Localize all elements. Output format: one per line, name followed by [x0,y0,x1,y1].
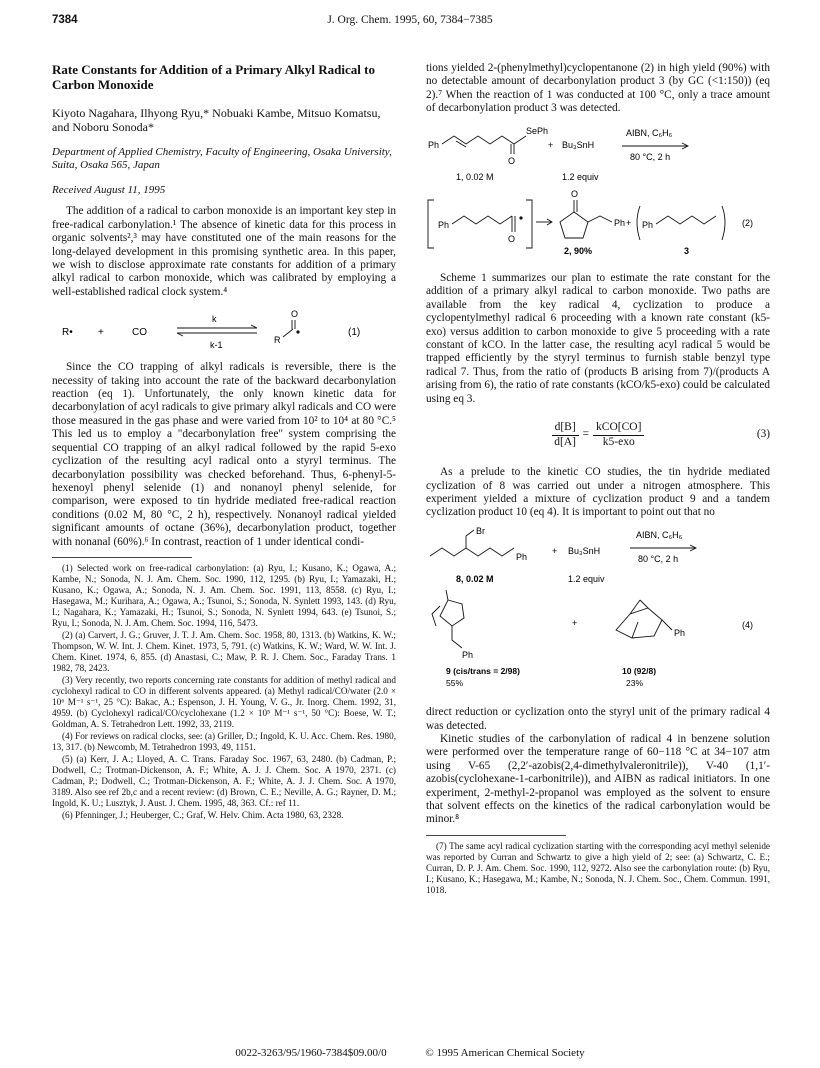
equation-4-graphic [426,526,770,696]
footnote-6: (6) Pfenninger, J.; Heuberger, C.; Graf, W. Helv. Chim. Acta 1980, 63, 2328. [62,809,344,820]
eq2-ph-product: Ph [614,217,626,228]
paragraph-prelude: As a prelude to the kinetic CO studies, the tin hydride mediated cyclization of 8 was carried out under a nitrogen atmosphere. This experiment yielded a mixture of cyclization product 9 and a tandem cyclization product 10 (eq 4). It is important to point out that no [426,466,770,519]
equation-2-graphic [426,122,770,262]
eq2-ph-product-3: Ph [642,219,654,230]
eq2-plus-2: + [626,217,632,228]
eq4-label-9: 9 (cis/trans = 2/98) [446,665,520,676]
eq1-k-reverse: k-1 [210,340,223,351]
paragraph-direct-reduction: direct reduction or cyclization onto the styryl unit of the primary radical 4 was detected. [426,706,770,732]
paragraph-continuation: tions yielded 2-(phenylmethyl)cyclopentanone (2) in high yield (90%) with no detectable amount of decarbonylation product 3 (by GC (<1:150)) (eq 2).⁷ When the reaction of 1 was conducted at 100 °C, only a trace amount of decarbonylation product 3 was detected. [426,62,770,115]
eq2-ph-left: Ph [428,139,440,150]
paragraph-kinetic-studies: Kinetic studies of the carbonylation of radical 4 in benzene solution were performed over the temperature range of 60−118 °C at 34−107 atm using V-65 (2,2′-azobis(2,4-dimethylvaleronitrile)), V-40 (1,1′-azobis(cyclohexane-1-carbonitrile)), and AIBN as radical initiators. In one experiment, 2-methyl-2-propanol was employed as the solvent to ensure that solvent effects on the kinetics of the radical carbonylation would be minor.⁸ [426,732,770,826]
equation-3 [426,416,770,454]
eq3-rhs [593,421,644,449]
equation-1 [52,305,396,355]
eq1-reactant-co: CO [132,327,147,339]
eq2-conditions-top: AIBN, C₆H₆ [626,127,673,138]
paragraph-intro: The addition of a radical to carbon monoxide is an important key step in free-radical carbonylation.¹ The absence of kinetic data for this process in organic solvents²,³ may have constituted one of the main reasons for the long-delayed development in this promising synthetic area. In this paper, we wish to disclose approximate rate constants for addition of a primary alkyl radical to carbon monoxide, which was calibrated by employing a well-established radical clock system.⁴ [52,205,396,298]
page-number: 7384 [52,14,78,26]
eq1-number: (1) [348,327,361,339]
affiliation: Department of Applied Chemistry, Faculty of Engineering, Osaka University, Suita, Osaka 565, Japan [52,146,392,171]
footnotes-left [52,563,396,821]
eq4-number: (4) [742,619,753,630]
eq2-plus: + [548,139,554,150]
paragraph-decarbonylation: Since the CO trapping of alkyl radicals is reversible, there is the necessity of taking into account the rate of the backward decarbonylation reaction (eq 1). Unfortunately, the only known kinetic data for decarbonylation of acyl radicals to give primary alkyl radicals and CO were those measured in the gas phase and were varied from 10² to 10⁴ at 80 °C.⁵ This led us to employ a "decarbonylation free" system comprising the sequential CO trapping of an alkyl radical followed by the rapid 5-exo cyclization of the resulting acyl radical onto a styryl terminus. The decarbonylation possibility was checked beforehand. Thus, 6-phenyl-5-hexenoyl phenyl selenide (1) and nonanoyl phenyl selenide, for comparison, were exposed to tin hydride mediated free-radical reaction conditions (0.02 M, 80 °C, 2 h), respectively. Nonanoyl radical yielded significant amounts of octane (36%), decarbonylation product, together with nonanal (60%).⁶ In contrast, reaction of 1 under identical condi- [52,361,396,548]
eq1-product-r: R [274,335,281,346]
paragraph-scheme: Scheme 1 summarizes our plan to estimate the rate constant for the addition of a primary alkyl radical to carbon monoxide. Two paths are available from the key radical 4, cyclization to produce a cyclopentylmethyl radical 6 proceeding with a known rate constant (k5-exo) versus addition to carbon monoxide to give 5 proceeding with a rate constant of kCO. In the latter case, the resulting acyl radical 5 would be trapped efficiently by the styryl terminus to furnish stable benzyl type radical 7. Thus, from the ratio of (products B arising from 7)/(products A arising from 6), the ratio of rate constants (kCO/k5-exo) could be calculated using eq 3. [426,272,770,405]
eq1-oxygen: O [291,309,299,320]
eq1-plus: + [98,327,104,339]
eq2-ph-radical: Ph [438,219,450,230]
equation-2 [426,122,770,266]
running-header [52,14,768,30]
footnote-7: (7) The same acyl radical cyclization starting with the corresponding acyl methyl selenide was reported by Curran and Schwartz to give a high yield of 2; see: (a) Schwartz, C. E.; Curran, D. P. J. Am. Chem. Soc. 1990, 112, 9272. Also see the carbonylation route: (b) Ryu, I.; Kusano, K.; Hasegawa, M.; Kambe, N.; Sonoda, N. J. Chem. Soc., Chem. Commun. 1991, 1018. [426,840,770,895]
footnote-rule-right [426,835,566,836]
eq2-label-3: 3 [684,245,690,256]
eq4-ph: Ph [516,551,528,562]
eq4-bromine: Br [476,525,485,536]
footnotes-right [426,841,770,896]
eq3-number: (3) [756,428,770,441]
eq2-label-2: 2, 90% [564,245,593,256]
eq4-equiv: 1.2 equiv [568,573,605,584]
eq1-k-forward: k [212,314,217,325]
page-footer [0,1047,820,1059]
journal-citation: J. Org. Chem. 1995, 60, 7384−7385 [327,14,493,26]
equation-1-graphic [52,305,396,355]
eq4-label-10: 10 (92/8) [622,665,657,676]
eq4-conditions-bottom: 80 °C, 2 h [638,553,679,564]
eq3-lhs-denominator: d[A] [554,435,576,448]
footnote-2: (2) (a) Carvert, J. G.; Gruver, J. T. J. Am. Chem. Soc. 1958, 80, 1313. (b) Watkins, K. W.; Thompson, W. W. Int. J. Chem. Kinet. 1973, 5, 791. (c) Watkins, K. W.; Ward, W. W. Int. J. Chem. Kinet. 1974, 6, 855. (d) Anastasi, C.; Maw, P. R. J. Chem. Soc., Faraday Trans. 1 1982, 78, 2423. [52,629,396,673]
eq4-plus-2: + [572,617,578,628]
eq3-equals: = [582,428,590,441]
footnote-1: (1) Selected work on free-radical carbonylation: (a) Ryu, I.; Kusano, K.; Ogawa, A.; Kambe, N.; Sonoda, N. J. Am. Chem. Soc. 1990, 112, 1295. (b) Ryu, I.; Yamazaki, H.; Kusano, K.; Ogawa, A.; Sonoda, N. J. Am. Chem. Soc. 1991, 113, 8558. (c) Ryu, I.; Hasegawa, M.; Kurihara, A.; Ogawa, A.; Tsunoi, S.; Sonoda, N. Synlett 1993, 143. (d) Ryu, I.; Nagahara, K.; Yamazaki, H.; Tsunoi, S.; Sonoda, N. Synlett 1994, 643. (e) Tsunoi, S.; Ryu, I.; Sonoda, N. J. Am. Chem. Soc. 1994, 116, 5473. [52,562,396,628]
eq2-equiv: 1.2 equiv [562,171,599,182]
article-title: Rate Constants for Addition of a Primary Alkyl Radical to Carbon Monoxide [52,62,375,92]
eq4-plus: + [552,545,558,556]
article-code: 0022-3263/95/1960-7384$09.00/0 [235,1047,387,1059]
copyright: © 1995 American Chemical Society [425,1047,585,1059]
eq2-o-product: O [571,188,579,199]
eq4-yield-10: 23% [626,677,644,688]
equation-4 [426,526,770,700]
author-list: Kiyoto Nagahara, Ilhyong Ryu,* Nobuaki Kambe, Mitsuo Komatsu, and Noboru Sonoda* [52,106,381,134]
eq2-seph: SePh [526,125,549,136]
eq2-oxygen: O [508,155,516,166]
eq2-tin-hydride: Bu₃SnH [562,139,595,150]
eq2-compound-1: 1, 0.02 M [456,171,494,182]
eq2-o-radical: O [508,233,516,244]
received-date: Received August 11, 1995 [52,184,166,196]
right-column [426,62,770,897]
eq3-rhs-numerator: kCO[CO] [593,421,644,435]
footnote-4: (4) For reviews on radical clocks, see: (a) Griller, D.; Ingold, K. U. Acc. Chem. Res. 1980, 13, 317. (b) Newcomb, M. Tetrahedron 1993, 49, 1151. [52,730,396,752]
footnote-rule [52,557,192,558]
eq4-compound-8: 8, 0.02 M [456,573,494,584]
eq4-ph-10: Ph [674,627,686,638]
eq2-conditions-bottom: 80 °C, 2 h [630,151,671,162]
footnote-5: (5) (a) Kerr, J. A.; Lloyed, A. C. Trans. Faraday Soc. 1967, 63, 2480. (b) Cadman, P.; Dodwell, C.; Trotman-Dickenson, A. F.; White, A. J. J. Chem. Soc. A 1970, 2371. (c) Cadman, P.; Dodwell, C.; Trotman-Dickenson, A. F.; White, A. J. J. Chem. Soc. A 1970, 3189. Also see ref 2b,c and a recent review: (d) Brown, C. E.; Neville, A. G.; Rayner, D. M.; Ingold, K. U.; Lusztyk, J. Aust. J. Chem. 1995, 48, 363. Cf.: ref 11. [52,753,396,808]
eq4-conditions-top: AIBN, C₆H₆ [636,529,683,540]
eq3-lhs-numerator: d[B] [552,421,579,435]
eq3-rhs-denominator: k5-exo [602,435,635,448]
eq3-lhs [552,421,579,449]
eq4-tin-hydride: Bu₃SnH [568,545,601,556]
eq1-reactant-r: R• [62,327,73,339]
eq4-yield-9: 55% [446,677,464,688]
left-column [52,62,396,822]
eq4-ph-9: Ph [462,649,474,660]
eq2-number: (2) [742,217,753,228]
footnote-3: (3) Very recently, two reports concerning rate constants for addition of methyl radical and cyclohexyl radical to CO in different solvents appeared. (a) Methyl radical/CO/water (2.0 × 10⁶ M⁻¹ s⁻¹, 25 °C): Bakac, A.; Espenson, J. H. Young, V. G., Jr. Inorg. Chem. 1992, 31, 4959. (b) Cyclohexyl radical/CO/cyclohexane (1.2 × 10⁵ M⁻¹ s⁻¹, 50 °C): Boese, W. T.; Goldman, A. S. Tetrahedron Lett. 1992, 33, 2119. [52,674,396,729]
